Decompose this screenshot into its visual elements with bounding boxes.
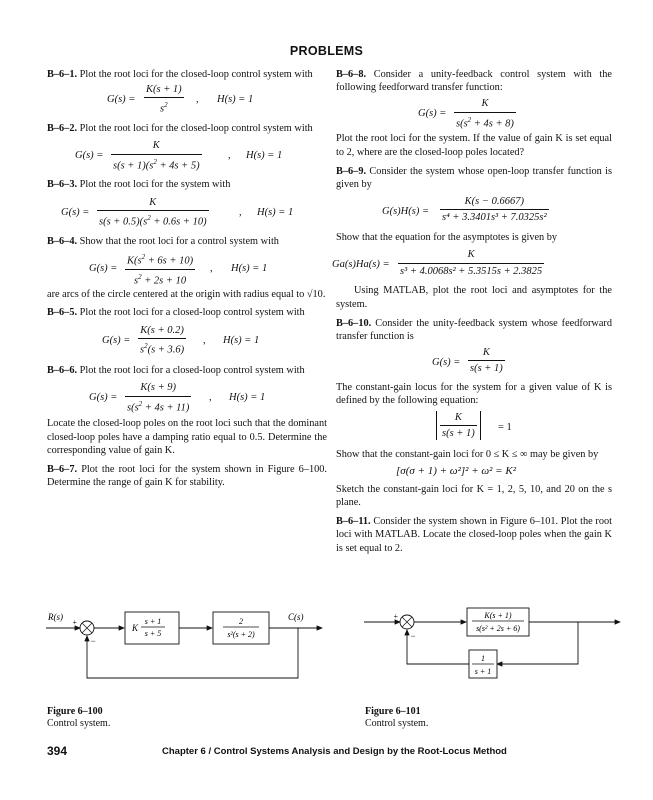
problem-b67 bbox=[47, 463, 327, 489]
problem-text: Show that the root loci for a control system with bbox=[79, 235, 279, 247]
den-exp: 2 bbox=[144, 342, 148, 351]
eq-h: H(s) = 1 bbox=[257, 206, 294, 218]
eq-numerator bbox=[125, 251, 195, 270]
equation-b66 bbox=[47, 377, 327, 417]
equation-b69-asymptote bbox=[332, 244, 612, 284]
eq-numerator: K bbox=[111, 139, 202, 154]
eq-lhs: G(s) = bbox=[89, 262, 118, 274]
eq-numerator: K(s + 1) bbox=[144, 83, 184, 98]
problem-b61 bbox=[47, 68, 327, 81]
problem-b68 bbox=[336, 68, 612, 94]
den-exp: 2 bbox=[467, 115, 472, 124]
equation-b610-g bbox=[336, 343, 612, 381]
equation-b62 bbox=[47, 135, 327, 175]
problem-b64-after: are arcs of the circle centered at the origin with radius equal to √10. bbox=[47, 288, 326, 300]
eq-locus: [σ(σ + 1) + ω²]² + ω² = K² bbox=[396, 464, 516, 477]
eq-denominator bbox=[111, 155, 202, 173]
den-exp: 2 bbox=[153, 157, 157, 166]
num-exp: 2 bbox=[141, 252, 146, 261]
problem-label: B–6–1. bbox=[47, 69, 78, 80]
den-exp: 2 bbox=[147, 213, 151, 222]
den-exp: 2 bbox=[138, 399, 143, 408]
eq-comma: , bbox=[239, 206, 242, 218]
den-exp: 2 bbox=[164, 101, 168, 110]
eq-denominator: s(s + 1) bbox=[470, 363, 503, 375]
input-label: R(s) bbox=[48, 612, 63, 622]
problem-b64 bbox=[47, 235, 327, 248]
block1-numerator: K(s + 1) bbox=[484, 611, 512, 620]
problem-b66 bbox=[47, 364, 327, 377]
page-title: PROBLEMS bbox=[289, 44, 364, 58]
eq-numerator: K(s + 9) bbox=[125, 381, 191, 396]
problem-b69-mid: Show that the equation for the asymptotes is given by bbox=[336, 232, 558, 244]
minus-sign: − bbox=[410, 631, 417, 641]
eq-lhs: G(s) = bbox=[432, 357, 461, 369]
eq-fraction bbox=[440, 195, 549, 224]
block1-gain: K bbox=[132, 623, 139, 633]
problem-b610 bbox=[336, 317, 612, 343]
den-base: s bbox=[140, 344, 145, 356]
den-tail: + 0.6s + 10) bbox=[150, 216, 207, 228]
problem-label: B–6–9. bbox=[336, 165, 367, 177]
eq-fraction bbox=[111, 139, 202, 172]
right-column bbox=[332, 68, 613, 555]
eq-denominator bbox=[97, 211, 209, 229]
problem-text: Consider the system shown in Figure 6–101. Plot the root loci with MATLAB. Locate the closed-loop poles when the gain K is set equal to 2. bbox=[336, 516, 612, 554]
eq-fraction bbox=[125, 251, 195, 287]
eq-lhs: G(s) = bbox=[61, 206, 90, 218]
problem-text: Plot the root loci for the closed-loop control system with bbox=[79, 69, 313, 80]
problem-text: Plot the root loci for the system shown in Figure 6–100. Determine the range of gain K for stability. bbox=[47, 464, 328, 489]
equation-b610-magnitude bbox=[336, 408, 612, 448]
eq-denominator bbox=[125, 270, 195, 288]
caption-text: Control system. bbox=[365, 718, 429, 729]
chapter-title: Chapter 6 / Control Systems Analysis and Design by the Root-Locus Method bbox=[162, 746, 507, 757]
problem-text: Plot the root loci for a closed-loop control system with bbox=[79, 307, 305, 319]
eq-comma: , bbox=[196, 94, 199, 106]
eq-denominator bbox=[138, 339, 186, 357]
eq-lhs: G(s) = bbox=[107, 94, 136, 106]
eq-fraction bbox=[144, 83, 184, 116]
plus-sign: + bbox=[72, 618, 78, 627]
problem-text: Consider the system whose open-loop transfer function is given by bbox=[336, 165, 613, 191]
equation-b68 bbox=[336, 94, 612, 132]
feedback-path-out bbox=[407, 630, 469, 664]
problem-label: B–6–2. bbox=[47, 123, 78, 135]
problem-label: B–6–3. bbox=[47, 179, 78, 191]
equation-b65 bbox=[47, 319, 327, 361]
left-column bbox=[47, 68, 327, 489]
eq-fraction bbox=[398, 248, 544, 277]
minus-sign: − bbox=[90, 636, 97, 646]
eq-numerator: K bbox=[440, 411, 477, 426]
eq-fraction bbox=[125, 381, 191, 414]
eq-denominator: s³ + 4.0068s² + 5.3515s + 2.3825 bbox=[400, 265, 543, 277]
figure-6-101-diagram bbox=[362, 604, 624, 696]
problem-text: Consider the unity-feedback system whose feedforward transfer function is bbox=[336, 317, 612, 343]
problem-label: B–6–8. bbox=[336, 69, 367, 80]
problem-b610-mid: The constant-gain locus for the system for a given value of K is defined by the following equation: bbox=[336, 382, 612, 407]
eq-fraction bbox=[440, 411, 477, 440]
problem-label: B–6–6. bbox=[47, 365, 78, 377]
problem-b65 bbox=[47, 306, 327, 319]
block2-numerator: 2 bbox=[239, 617, 243, 626]
equation-b610-locus bbox=[336, 461, 612, 483]
eq-numerator: K bbox=[97, 196, 209, 211]
equation-b69-gh bbox=[336, 191, 612, 231]
problem-b611 bbox=[336, 515, 612, 555]
eq-numerator: K bbox=[398, 248, 544, 263]
equation-b63 bbox=[47, 192, 327, 232]
problem-label: B–6–11. bbox=[336, 516, 371, 528]
den-base: s(s + 1)(s bbox=[113, 160, 154, 172]
problem-label: B–6–7. bbox=[47, 464, 78, 476]
eq-denominator bbox=[125, 397, 191, 415]
problem-label: B–6–10. bbox=[336, 317, 372, 329]
den-exp: 2 bbox=[138, 272, 142, 281]
eq-h: H(s) = 1 bbox=[217, 94, 254, 106]
eq-h: H(s) = 1 bbox=[229, 392, 266, 404]
eq-h: H(s) = 1 bbox=[246, 150, 283, 162]
eq-lhs: Ga(s)Ha(s) = bbox=[332, 259, 390, 271]
equation-b64 bbox=[47, 248, 327, 288]
eq-denominator: s(s + 1) bbox=[442, 427, 475, 439]
problem-text: Consider a unity-feedback control system with the following feedforward transfer function: bbox=[336, 69, 612, 94]
eq-comma: , bbox=[210, 262, 213, 274]
block2-denominator: s²(s + 2) bbox=[227, 630, 255, 639]
num-base: K(s bbox=[127, 255, 142, 267]
eq-h: H(s) = 1 bbox=[231, 262, 268, 274]
problem-b610-mid2: Show that the constant-gain loci for 0 ≤ K ≤ ∞ may be given by bbox=[336, 448, 599, 460]
problem-b69-after: Using MATLAB, plot the root loci and asymptotes for the system. bbox=[336, 285, 612, 310]
problem-label: B–6–5. bbox=[47, 307, 78, 319]
eq-rhs: = 1 bbox=[498, 421, 512, 433]
figure-6-100-caption bbox=[47, 706, 110, 730]
den-base: s(s + 0.5)(s bbox=[99, 216, 148, 228]
eq-comma: , bbox=[209, 392, 212, 404]
problem-b62 bbox=[47, 122, 327, 135]
eq-comma: , bbox=[228, 150, 231, 162]
eq-denominator bbox=[454, 113, 516, 131]
den-tail: + 4s + 11) bbox=[142, 402, 190, 414]
eq-fraction bbox=[138, 324, 186, 357]
block1-denominator: s(s² + 2s + 6) bbox=[476, 624, 520, 633]
den-tail: + 4s + 5) bbox=[156, 160, 200, 172]
eq-numerator: K(s + 0.2) bbox=[138, 324, 186, 339]
eq-denominator: s⁴ + 3.3401s³ + 7.0325s² bbox=[442, 212, 547, 224]
output-label: C(s) bbox=[288, 612, 304, 622]
eq-fraction bbox=[97, 196, 209, 229]
eq-denominator bbox=[144, 98, 184, 116]
den-tail: (s + 3.6) bbox=[147, 344, 185, 356]
equation-b61 bbox=[47, 81, 327, 119]
num-tail: + 6s + 10) bbox=[145, 255, 194, 267]
figure-6-101-caption bbox=[365, 706, 428, 730]
figure-6-100-diagram bbox=[40, 606, 330, 692]
problem-b63 bbox=[47, 178, 327, 191]
den-base: s(s bbox=[456, 118, 468, 130]
den-base: s bbox=[160, 103, 165, 115]
den-tail: + 4s + 8) bbox=[471, 118, 514, 130]
problem-b610-after: Sketch the constant-gain loci for K = 1, 2, 5, 10, and 20 on the s plane. bbox=[336, 483, 612, 509]
eq-numerator: K bbox=[454, 97, 516, 112]
eq-fraction bbox=[468, 346, 505, 375]
eq-lhs: G(s) = bbox=[89, 392, 118, 404]
problem-text: Plot the root loci for a closed-loop control system with bbox=[79, 365, 305, 377]
block2-denominator: s + 1 bbox=[474, 667, 492, 676]
den-base: s(s bbox=[127, 402, 139, 414]
block1-denominator: s + 5 bbox=[144, 629, 162, 638]
eq-lhs: G(s) = bbox=[75, 150, 104, 162]
eq-lhs: G(s)H(s) = bbox=[382, 206, 430, 218]
caption-text: Control system. bbox=[47, 718, 111, 729]
problem-b68-after: Plot the root loci for the system. If the value of gain K is set equal to 2, where are the closed-loop poles located? bbox=[336, 133, 612, 158]
eq-lhs: G(s) = bbox=[102, 335, 131, 347]
eq-h: H(s) = 1 bbox=[223, 335, 260, 347]
problem-text: Plot the root loci for the system with bbox=[79, 179, 231, 191]
eq-numerator: K(s − 0.6667) bbox=[440, 195, 549, 210]
block1-numerator: s + 1 bbox=[144, 617, 162, 626]
eq-comma: , bbox=[203, 335, 206, 347]
problem-label: B–6–4. bbox=[47, 235, 78, 247]
plus-sign: + bbox=[393, 612, 399, 621]
problem-b66-after: Locate the closed-loop poles on the root loci such that the dominant closed-loop poles have a damping ratio equal to 0.5. Determine the corresponding value of gain K. bbox=[47, 418, 327, 456]
caption-label: Figure 6–101 bbox=[365, 706, 421, 717]
eq-numerator: K bbox=[468, 346, 505, 361]
den-base: s bbox=[134, 275, 139, 287]
den-tail: + 2s + 10 bbox=[141, 275, 187, 287]
problem-b69 bbox=[336, 165, 612, 191]
eq-lhs: G(s) = bbox=[418, 108, 447, 120]
caption-label: Figure 6–100 bbox=[47, 706, 103, 717]
eq-fraction bbox=[454, 97, 516, 130]
block2-numerator: 1 bbox=[481, 654, 485, 663]
magnitude-bars bbox=[436, 411, 481, 440]
problem-text: Plot the root loci for the closed-loop control system with bbox=[79, 123, 313, 135]
page-number: 394 bbox=[47, 744, 68, 758]
